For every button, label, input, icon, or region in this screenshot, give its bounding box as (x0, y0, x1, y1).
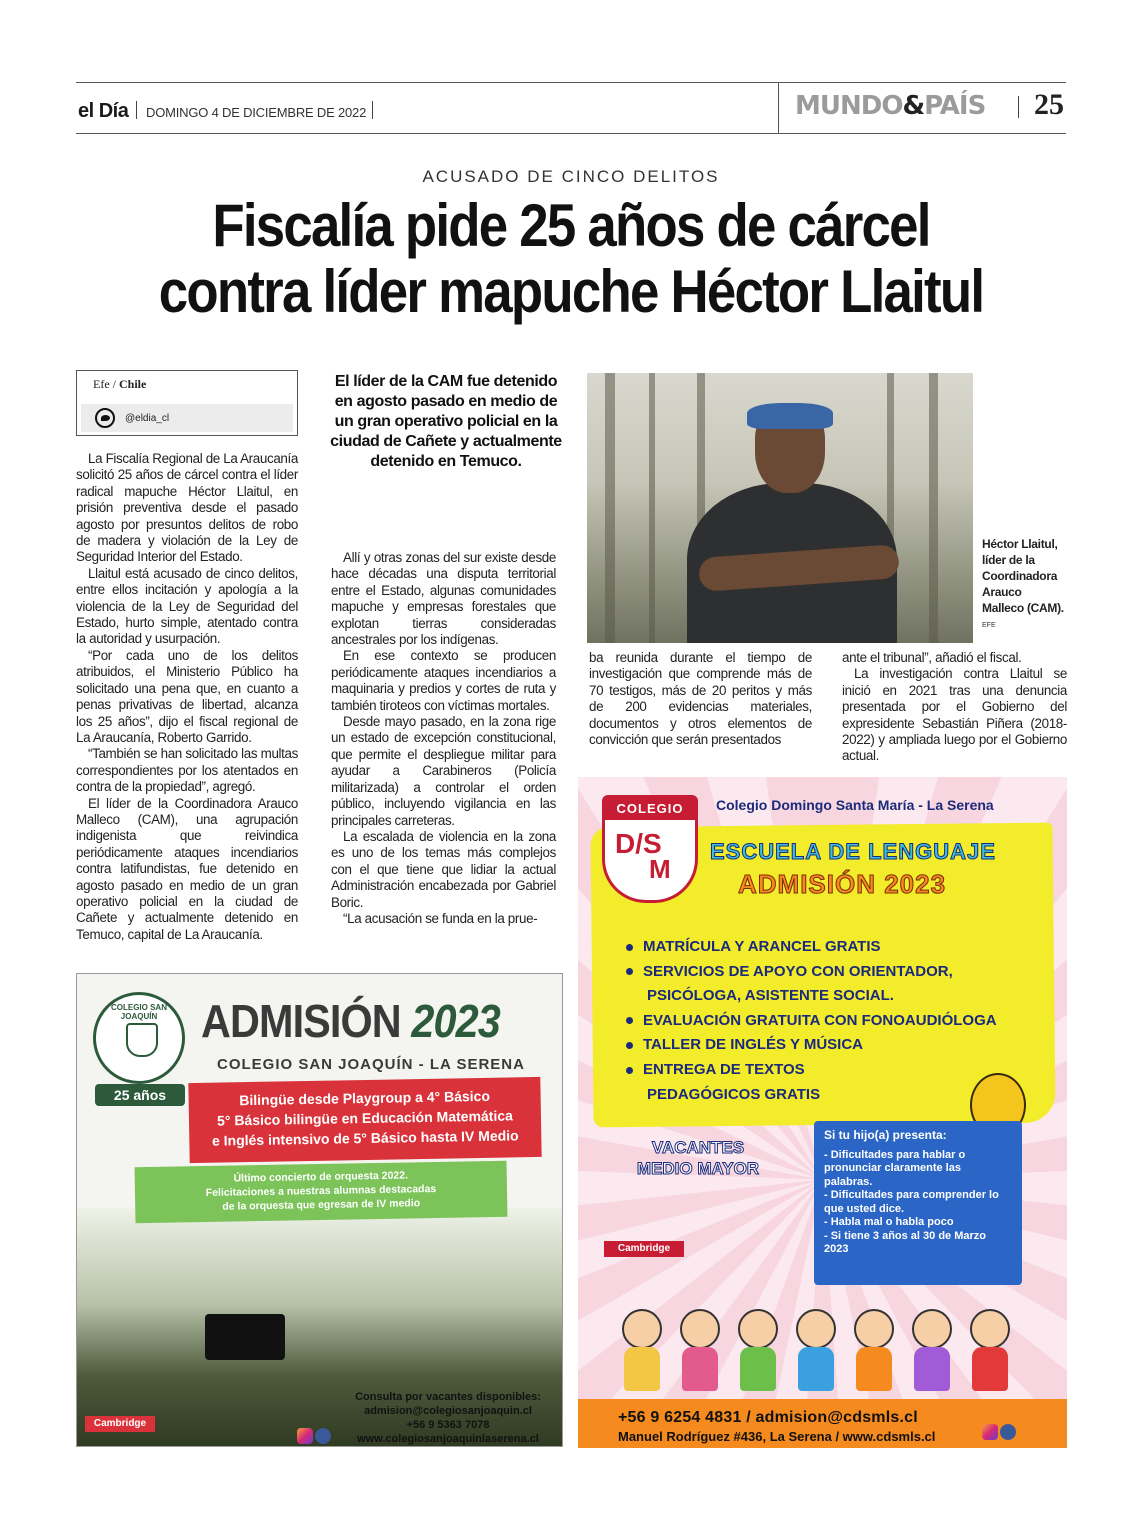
ad-vacantes: VACANTES MEDIO MAYOR (636, 1138, 760, 1178)
ad-colegio-san-joaquin[interactable] (76, 973, 563, 1447)
paragraph: “Por cada uno de los delitos atribuidos, el Ministerio Público ha solicitado una pena que, en cuanto a penas privativas de libertad, alcanza los 25 años”, dijo el fiscal regional de La Araucanía, Roberto Garrido. (76, 647, 298, 745)
ad-escuela-title: ESCUELA DE LENGUAJE (710, 839, 996, 864)
photo-caption: Héctor Llaitul, líder de la Coordinadora Arauco Malleco (CAM). (982, 537, 1064, 615)
social-row (81, 404, 293, 432)
ad-contact: Consulta por vacantes disponibles: admision@colegiosanjoaquin.cl +56 9 5363 7078 www.colegiosanjoaquinlaserena.cl (339, 1390, 557, 1446)
paragraph: Allí y otras zonas del sur existe desde hace décadas una disputa territorial entre el Estado, algunas comunidades mapuche y empresas forestales que explotan tierras consideradas ancestrales por los indígenas. (331, 550, 556, 648)
paragraph: ante el tribunal”, añadió el fiscal. (842, 650, 1022, 665)
article-column-3 (589, 650, 812, 748)
issue-date: DOMINGO 4 DE DICIEMBRE DE 2022 (146, 105, 367, 120)
kids-illustration (618, 1303, 1038, 1403)
ad-school-name: COLEGIO SAN JOAQUÍN - LA SERENA (217, 1056, 525, 1073)
headline-line: contra líder mapuche Héctor Llaitul (158, 258, 984, 325)
anniversary-badge: 25 años (95, 1084, 185, 1106)
ad-colegio-domingo-santa-maria[interactable] (578, 777, 1067, 1448)
byline: Efe / Chile (93, 377, 147, 391)
school-crest-logo: COLEGIO SAN JOAQUÍN (93, 992, 185, 1084)
bullet-icon (626, 1067, 633, 1074)
header-separator (372, 101, 373, 119)
bullet-icon (626, 1042, 633, 1049)
article-kicker: ACUSADO DE CINCO DELITOS (422, 167, 720, 186)
ad-symptoms-box: Si tu hijo(a) presenta: - Dificultades para hablar o pronunciar claramente las palabras. - Dificultades para comprender lo que usted dice. - Habla mal o habla poco - Si tiene 3 años al 30 de Marzo 2023 (814, 1121, 1022, 1285)
headline-line: Fiscalía pide 25 años de cárcel (212, 192, 930, 259)
bullet-icon (626, 1017, 633, 1024)
list-item: MATRÍCULA Y ARANCEL GRATIS (626, 935, 1026, 960)
social-icons (982, 1423, 1016, 1441)
section-name: MUNDO&PAÍS (795, 91, 986, 121)
paragraph: “También se han solicitado las multas correspondientes por los atentados en contra de la propiedad”, agregó. (76, 746, 298, 795)
ad-green-banner: Último concierto de orquesta 2022. Felicitaciones a nuestras alumnas destacadas de la orquesta que egresan de IV medio (135, 1161, 508, 1223)
school-shield-logo: COLEGIO D/S M (602, 795, 698, 903)
list-item: ENTREGA DE TEXTOS (626, 1058, 1026, 1083)
ad-phone-email[interactable]: +56 9 6254 4831 / admision@cdsmls.cl (618, 1409, 918, 1426)
article-column-1 (76, 451, 298, 943)
instagram-icon[interactable] (297, 1428, 313, 1444)
masthead: el Día (78, 100, 129, 122)
header-rule-bottom (76, 133, 1066, 134)
header-separator (136, 101, 137, 119)
article-column-4 (842, 650, 1067, 765)
bullet-icon (626, 968, 633, 975)
ad-school-name: Colegio Domingo Santa María - La Serena (716, 797, 994, 813)
page-number: 25 (1034, 88, 1064, 121)
shield-letters-top: D/S (615, 828, 662, 859)
ad-email[interactable]: admision@colegiosanjoaquin.cl (364, 1405, 532, 1417)
header-divider (778, 82, 779, 134)
ad-red-banner: Bilingüe desde Playgroup a 4° Básico 5° Básico bilingüe en Educación Matemática e Inglés intensivo de 5° Básico hasta IV Medio (188, 1077, 541, 1163)
twitter-handle[interactable]: @eldia_cl (125, 413, 170, 424)
piano-shape (205, 1314, 285, 1360)
ad-title: ADMISIÓN 2023 (201, 995, 500, 1047)
paragraph: Llaitul está acusado de cinco delitos, entre ellos incitación y apología a la violencia de la Ley de Seguridad del Estado, hurto simple, atentado contra la autoridad y usurpación. (76, 565, 298, 647)
paragraph: Desde mayo pasado, en la zona rige un estado de excepción constitucional, que permite el despliegue militar para ayudar a Carabineros (Policía militarizada) a controlar el orden público, incluyendo vigilancia en las principales carreteras. (331, 714, 556, 828)
bullet-icon (626, 944, 633, 951)
shield-letters-bottom: M (649, 854, 671, 884)
facebook-icon[interactable] (315, 1428, 331, 1444)
list-item-cont: PSICÓLOGA, ASISTENTE SOCIAL. (647, 987, 894, 1005)
byline-box (76, 370, 298, 436)
ad-admision-title: ADMISIÓN 2023 (738, 869, 947, 899)
list-item-cont: PEDAGÓGICOS GRATIS (647, 1085, 821, 1103)
paragraph: “La acusación se funda en la prue- (343, 910, 538, 926)
cambridge-logo: Cambridge (85, 1416, 155, 1432)
ad-phone: +56 9 5363 7078 (406, 1419, 490, 1431)
header-rule-top (76, 82, 1066, 83)
paragraph: La Fiscalía Regional de La Araucanía solicitó 25 años de cárcel contra el líder radical mapuche Héctor Llaitul, en prisión preventiva desde el pasado agosto por presuntos delitos de robo de madera y violación de la Ley de Seguridad Interior del Estado. (76, 451, 298, 565)
paragraph: ba reunida durante el tiempo de investigación que comprende más de 70 testigos, más de 20 peritos y más de 200 evidencias materiales, documentos y otros elementos de convicción que serán presentados (589, 650, 812, 748)
ad-address: Manuel Rodríguez #436, La Serena / www.cdsmls.cl (618, 1429, 936, 1444)
facebook-icon[interactable] (1000, 1424, 1016, 1440)
paragraph: En ese contexto se producen periódicamente ataques incendiarios a maquinaria y predios y cortes de ruta y también tiroteos con víctimas mortales. (331, 648, 556, 713)
header-separator (1018, 96, 1019, 118)
list-item: TALLER DE INGLÉS Y MÚSICA (626, 1033, 1026, 1058)
cambridge-logo: Cambridge (604, 1241, 684, 1257)
ad-website[interactable]: www.colegiosanjoaquinlaserena.cl (357, 1433, 539, 1445)
photo-credit: EFE (982, 622, 996, 629)
twitter-icon (95, 408, 115, 428)
instagram-icon[interactable] (982, 1424, 998, 1440)
list-item: SERVICIOS DE APOYO CON ORIENTADOR, (626, 960, 1026, 985)
ad-benefits-list (626, 935, 1026, 1107)
list-item: EVALUACIÓN GRATUITA CON FONOAUDIÓLOGA (626, 1009, 1026, 1034)
paragraph: La investigación contra Llaitul se inició en 2021 tras una denuncia presentada por el Gobierno del expresidente Sebastián Piñera (2018-2022) y ampliada luego por el Gobierno actual. (842, 666, 1067, 764)
pullquote: El líder de la CAM fue detenido en agosto pasado en medio de un gran operativo policial en la ciudad de Cañete y actualmente detenido en Temuco. (330, 373, 562, 470)
paragraph: La escalada de violencia en la zona es uno de los temas más complejos con el que tiene que lidiar la actual Administración encabezada por Gabriel Boric. (331, 828, 556, 910)
social-icons (297, 1428, 331, 1444)
article-headline (121, 193, 1020, 325)
article-photo (587, 373, 973, 643)
paragraph: El líder de la Coordinadora Arauco Malleco (CAM), una agrupación indigenista que reivindica periódicamente ataques incendiarios contra latifundistas, fue detenido en agosto pasado en medio de un gran operativo policial en la ciudad de Cañete y actualmente detenido en Temuco, capital de La Araucanía. (76, 795, 298, 942)
article-column-2 (331, 550, 556, 927)
